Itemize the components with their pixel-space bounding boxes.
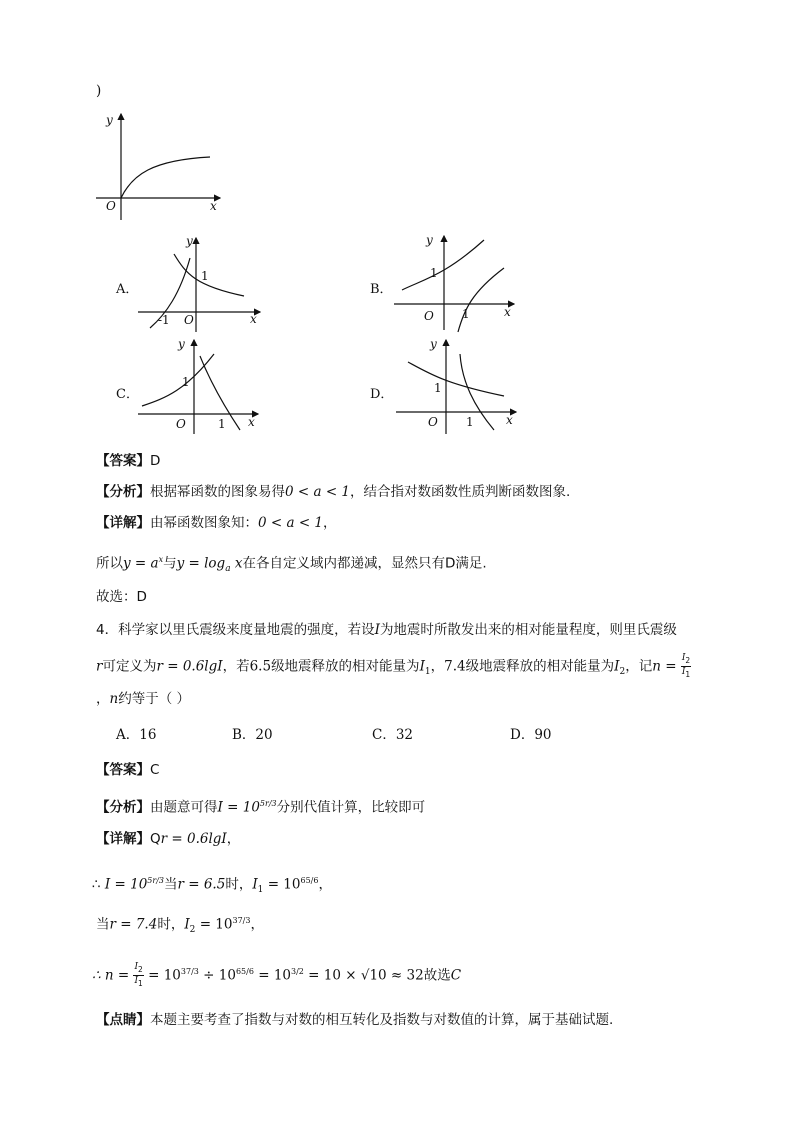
var-i1: I	[252, 876, 258, 893]
exponent: 37/3	[232, 916, 251, 925]
option-a-graph[interactable]	[136, 234, 266, 334]
answer-value: C	[150, 762, 160, 778]
option-a-label[interactable]: A．	[116, 282, 139, 297]
option-b-label[interactable]: B．	[370, 282, 393, 297]
option-c-graph[interactable]	[136, 334, 266, 438]
x-axis-label: x	[250, 312, 257, 326]
q4-comment	[96, 1011, 613, 1029]
q4-text: 可定义为	[102, 658, 157, 675]
exponent: 5r/3	[147, 876, 164, 885]
analysis-text: 由题意可得	[150, 799, 218, 816]
analysis-text-end: ，结合指对数函数性质判断函数图象.	[350, 484, 571, 500]
exponent: 65/6	[235, 966, 254, 976]
therefore: ∴	[92, 876, 105, 893]
tick-one-x: 1	[466, 415, 474, 429]
question-closing-paren: )	[96, 83, 102, 99]
x-axis-label: x	[210, 199, 217, 213]
q4-text: 级地震释放的相对能量为	[271, 658, 420, 675]
r-value: r = 7.4	[109, 916, 158, 933]
tick-neg-one: -1	[158, 313, 170, 327]
exponent: 65/6	[300, 876, 319, 885]
q4-option-c[interactable]: C．32	[372, 727, 414, 743]
analysis-exponent: 5r/3	[259, 799, 277, 808]
x-axis-label: x	[506, 413, 513, 427]
analysis-tag: 【分析】	[96, 799, 150, 816]
y-axis-label: y	[106, 113, 113, 127]
exponential-curve	[402, 240, 484, 290]
q4-text: 4．科学家以里氏震级来度量地震的强度，若设	[96, 622, 375, 638]
q4-var-n: n =	[652, 658, 677, 675]
tick-one-y: 1	[430, 266, 438, 280]
formula-log-var: x	[230, 555, 243, 572]
equals-ten: = 10	[253, 967, 291, 984]
q4-comma: ，	[96, 691, 110, 707]
answer-value: D	[150, 453, 161, 469]
detail-condition: 0 < a < 1	[258, 515, 324, 531]
q3-conclusion	[96, 551, 487, 578]
detail-text: 由幂函数图象知：	[150, 515, 258, 531]
origin-label: O	[106, 199, 116, 213]
detail-tag: 【详解】	[96, 831, 150, 847]
power-function-graph	[92, 110, 227, 222]
q4-step-2	[96, 912, 264, 939]
analysis-text-end: 分别代值计算，比较即可	[276, 799, 426, 816]
q4-step-1	[92, 872, 332, 899]
comment-text: 本题主要考查了指数与对数的相互转化及指数与对数值的计算，属于基础试题.	[150, 1012, 614, 1028]
q4-analysis	[96, 795, 425, 817]
tick-one-y: 1	[434, 381, 442, 395]
choose-value: C	[450, 967, 462, 984]
option-c-label[interactable]: C．	[116, 387, 139, 402]
frac-top: I	[681, 653, 686, 663]
q4-var-i2-sub: 2	[619, 666, 626, 677]
therefore-n: ∴ n =	[92, 967, 130, 984]
y-axis-label: y	[430, 337, 437, 351]
tick-one-x: 1	[218, 417, 226, 431]
q4-text-cont: 为地震时所散发出来的相对能量程度，则里氏震级	[379, 622, 677, 638]
option-d-graph[interactable]	[394, 334, 524, 438]
choose-text: 故选	[423, 967, 451, 984]
q3-detail	[96, 514, 337, 532]
frac-bot: I	[134, 975, 139, 986]
logarithmic-curve	[458, 268, 504, 332]
y-axis-label: y	[426, 233, 433, 247]
q4-magnitude-1: 6.5	[249, 658, 272, 675]
so-text-end: 在各自定义域内都递减，显然只有D满足.	[242, 555, 487, 572]
option-d-label[interactable]: D．	[370, 387, 394, 402]
frac-bot-sub: 1	[138, 978, 143, 988]
q4-var-i1: I	[419, 658, 425, 675]
origin-label: O	[428, 415, 438, 429]
q3-choose: 故选：D	[96, 589, 147, 605]
y-axis-label: y	[186, 234, 193, 248]
q3-answer	[96, 452, 160, 470]
q4-text: 级地震释放的相对能量为	[465, 658, 615, 675]
exponent: 37/3	[180, 966, 199, 976]
q4-line-1	[96, 621, 677, 639]
analysis-condition: 0 < a < 1	[285, 484, 351, 500]
detail-end: ，	[323, 515, 337, 531]
origin-label: O	[176, 417, 186, 431]
tick-one-x: 1	[462, 307, 470, 321]
var-i1-sub: 1	[257, 885, 264, 896]
q4-text: ，记	[625, 658, 653, 675]
so-text: 所以	[96, 555, 123, 572]
comment-tag: 【点睛】	[96, 1012, 150, 1028]
comma: ，	[318, 876, 332, 893]
result: = 10 × √10 ≈ 32	[303, 967, 424, 984]
divide-ten: ÷ 10	[198, 967, 236, 984]
power-curve	[121, 157, 210, 198]
equals-ten: = 10	[195, 916, 233, 933]
answer-tag: 【答案】	[96, 762, 150, 778]
q4-answer	[96, 761, 159, 779]
tick-one: 1	[201, 269, 209, 283]
frac-bot-sub: 1	[685, 669, 691, 679]
detail-tag: 【详解】	[96, 515, 150, 531]
q4-comma: ，	[430, 658, 445, 675]
q4-var-i: I	[374, 622, 380, 638]
q4-line-3	[96, 690, 190, 708]
q4-var-r: r	[96, 658, 103, 675]
frac-bot: I	[681, 666, 686, 677]
q4-var-n: n	[109, 691, 119, 707]
detail-q: Q	[150, 831, 161, 847]
frac-top: I	[134, 962, 139, 972]
var-i2: I	[184, 916, 190, 933]
q4-var-i2: I	[614, 658, 620, 675]
decreasing-exponential-curve	[408, 362, 504, 396]
frac-top-sub: 2	[138, 964, 143, 974]
analysis-formula: I = 10	[217, 799, 260, 816]
q4-option-b[interactable]: B．20	[232, 727, 273, 743]
when-end: 时，	[157, 916, 185, 933]
and-text: 与	[163, 555, 177, 572]
q4-step-3	[92, 962, 461, 989]
x-axis-label: x	[248, 415, 255, 429]
origin-label: O	[424, 309, 434, 323]
y-axis-label: y	[178, 337, 185, 351]
q4-text: 约等于（ ）	[118, 691, 190, 707]
q3-analysis	[96, 483, 570, 501]
tick-one-y: 1	[182, 375, 190, 389]
q4-option-a[interactable]: A．16	[116, 727, 157, 743]
exponential-curve	[142, 354, 214, 406]
x-axis-label: x	[504, 305, 511, 319]
formula-exp: y = a	[123, 555, 159, 572]
answer-tag: 【答案】	[96, 453, 150, 469]
equals-ten: = 10	[263, 876, 301, 893]
q4-formula: r = 0.6lgI	[156, 658, 223, 675]
var-i2-sub: 2	[189, 925, 196, 936]
formula-exp-sup: x	[158, 555, 164, 564]
q4-detail	[96, 830, 240, 848]
detail-formula: r = 0.6lgI	[160, 831, 227, 847]
when: 当	[164, 876, 178, 893]
q4-text: ，若	[222, 658, 250, 675]
when: 当	[96, 916, 110, 933]
q4-var-i1-sub: 1	[424, 666, 431, 677]
q4-line-2	[96, 653, 691, 681]
when-end: 时，	[225, 876, 253, 893]
comma: ，	[250, 916, 264, 933]
formula-log: y = log	[176, 555, 226, 572]
q4-magnitude-2: 7.4	[444, 658, 466, 675]
equals-ten: = 10	[143, 967, 181, 984]
origin-label: O	[184, 313, 194, 327]
q4-option-d[interactable]: D．90	[510, 727, 552, 743]
frac-top-sub: 2	[685, 655, 691, 665]
detail-end: ，	[226, 831, 241, 847]
exponent: 3/2	[291, 966, 304, 976]
q4-fraction	[133, 962, 143, 989]
q4-fraction	[681, 653, 691, 680]
analysis-tag: 【分析】	[96, 484, 150, 500]
analysis-text: 根据幂函数的图象易得	[150, 484, 285, 500]
option-b-graph[interactable]	[392, 230, 522, 334]
r-value: r = 6.5	[177, 876, 226, 893]
formula-log-sub: a	[225, 564, 231, 575]
formula: I = 10	[104, 876, 148, 893]
